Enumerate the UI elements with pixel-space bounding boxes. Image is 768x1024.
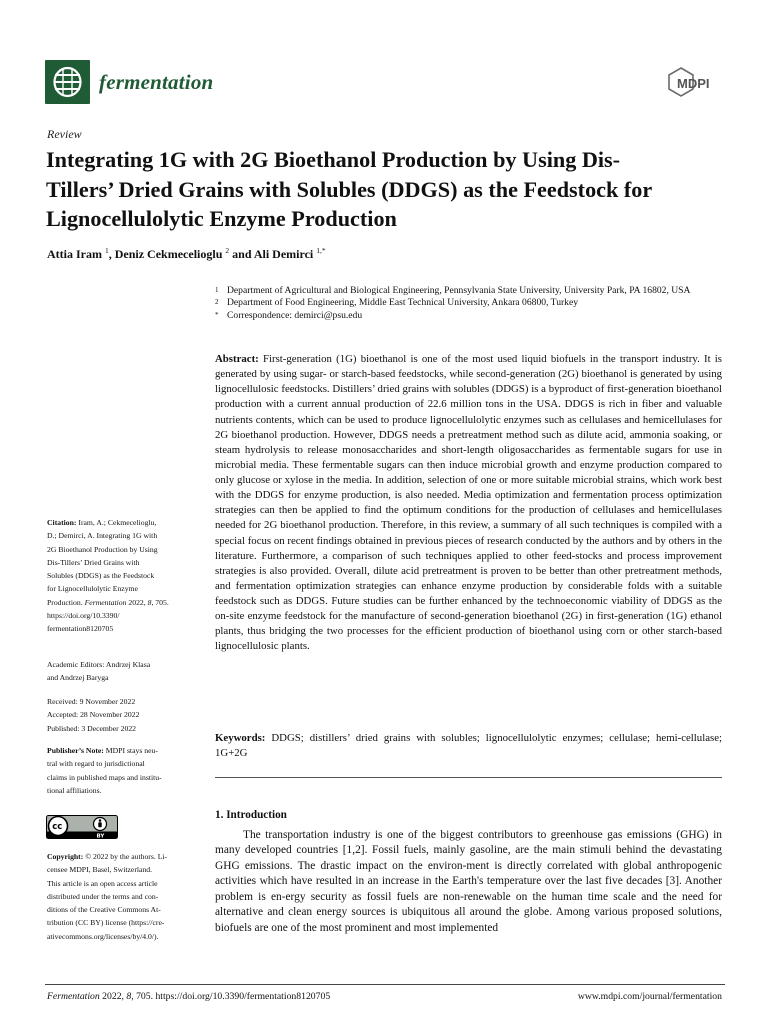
correspondence-text[interactable]: Correspondence: demirci@psu.edu	[227, 309, 363, 321]
author-name[interactable]: Ali Demirci	[253, 247, 314, 261]
citation-line: Production.	[47, 597, 83, 607]
author-affil-sup: 1,*	[316, 246, 326, 255]
publisher-note-line: tral with regard to jurisdictional	[47, 759, 145, 769]
academic-editors	[47, 658, 197, 685]
intro-paragraph: The transportation industry is one of the biggest contributors to greenhouse gas emissions (GHG) in many developed countries [1,2]. Fossil fuels, mainly gasoline, are the main stimuli behind the devastating GHG emissions. The drastic impact on the environ-ment is directly correlated with global anthropogenic activities which have resulted in an increase in the Earth's temperature over the last five decades [3]. Another problem is en-ergy security as fossil fuels are non-renewable on the human time scale and the need for alternative and clean energy sources is ubiquitous all around the globe. Among various proposed solutions, biofuels are one of the most prominent and most implemented	[215, 829, 722, 934]
publication-dates	[47, 695, 197, 735]
citation-year: 2022,	[128, 597, 148, 607]
section-divider	[215, 777, 722, 778]
citation-label: Citation:	[47, 518, 77, 527]
editors-line: Academic Editors: Andrzej Klasa	[47, 660, 151, 669]
published-date: Published: 3 December 2022	[47, 723, 137, 733]
citation-line: for Lignocellulolytic Enzyme	[47, 584, 138, 594]
article-type: Review	[47, 127, 82, 141]
accepted-date: Accepted: 28 November 2022	[47, 710, 140, 720]
citation-line: Dis-Tillers’ Dried Grains with	[47, 557, 140, 567]
affiliations	[215, 285, 735, 322]
footer-journal: Fermentation	[47, 991, 100, 1002]
author-name[interactable]: Attia Iram	[47, 247, 102, 261]
copyright-label: Copyright:	[47, 852, 84, 861]
journal-logo[interactable]	[45, 60, 90, 104]
journal-name[interactable]: fermentation	[99, 70, 214, 94]
author-name[interactable]: Deniz Cekmecelioglu	[114, 247, 223, 261]
copyright-line: This article is an open access article	[47, 878, 158, 888]
copyright-line[interactable]: ativecommons.org/licenses/by/4.0/).	[47, 931, 159, 941]
citation-journal: Fermentation	[84, 597, 127, 607]
footer-volume: 8	[126, 991, 132, 1002]
citation-line: Iram, A.; Cekmecelioglu,	[78, 518, 157, 527]
keywords-text: DDGS; distillers’ dried grains with solubles; lignocellulolytic enzymes; cellulase; hemi-cellulase; 1G+2G	[215, 732, 722, 759]
abstract	[215, 352, 722, 655]
received-date: Received: 9 November 2022	[47, 697, 136, 706]
section-heading: 1. Introduction	[215, 809, 287, 821]
footer-doi[interactable]: , 705. https://doi.org/10.3390/fermentation8120705	[131, 991, 331, 1002]
barrel-icon	[45, 60, 90, 104]
abstract-label: Abstract:	[215, 353, 259, 365]
affiliation-item	[215, 285, 735, 297]
affiliation-marker: 1	[215, 286, 219, 294]
editors-line: and Andrzej Baryga	[47, 673, 109, 683]
citation-block	[47, 516, 197, 635]
author-affil-sup: 1	[104, 246, 109, 255]
publisher-note-line: tional affiliations.	[47, 785, 102, 795]
affiliation-item	[215, 297, 735, 309]
publisher-note-line: MDPI stays neu-	[105, 746, 158, 755]
copyright-notice	[47, 850, 197, 943]
keywords	[215, 731, 722, 761]
citation-doi-link[interactable]: fermentation8120705	[47, 624, 114, 633]
copyright-line[interactable]: tribution (CC BY) license (https://cre-	[47, 918, 165, 928]
affiliation-text: Department of Food Engineering, Middle East Technical University, Ankara 06800, Turkey	[227, 297, 579, 309]
author-list: Attia Iram $^1$, Deniz Cekmecelioglu $^2$ and Ali Demirci $^{1,*}$	[47, 246, 326, 261]
mdpi-logo-text: MDPI	[677, 76, 710, 91]
citation-volume: 8	[147, 597, 152, 607]
footer-year: 2022,	[99, 991, 127, 1002]
author-affil-sup: 2	[225, 246, 230, 255]
affiliation-marker: 2	[215, 298, 219, 307]
keywords-label: Keywords:	[215, 732, 266, 744]
abstract-text: First-generation (1G) bioethanol is one of the most used liquid biofuels in the transport industry. It is generated by using sugar- or starch-based feedstocks, while second-generation (2G) bioethanol is generated by using lignocellulosic feedstocks. Distillers’ dried grains with solubles (DDGS) is a byproduct of first-generation bioethanol production with a current annual production of 22.6 million tons in the USA. DDGS is rich in fiber and valuable nutrients contents, which can be used to produce lignocellulolytic enzymes such as cellulases and hemicellulases for 2G bioethanol production. However, DDGS needs a pretreatment method such as dilute acid, ammonia soaking, or steam hydrolysis to release monosaccharides and short-length oligosaccharides as fermentable sugars for use in microbial media. These fermentable sugars can then induce microbial growth and enzyme production compared to only glucose or xylose in the media. In addition, selection of one or more suitable microbial strains, which work best with the DDGS for enzyme production, is also needed. Media optimization and fermentation process optimization strategies can then be applied to find the optimum conditions for the production of cellulases and hemicellulases needed for 2G bioethanol production. Therefore, in this review, a summary of all such techniques is compiled with a special focus on recent findings obtained in previous pieces of research conducted by the authors and by others in the literature. Furthermore, a comparison of such techniques applied to other feed-stocks and process improvement strategies is also provided. Overall, dilute acid pretreatment is proven to be better than other pretreatment methods, and fermentation optimization strategies can enhance enzyme production by considerable folds with a suitable feedstock such as DDGS. Future studies can be further enhanced by the technoeconomic viability of DDGS as the on-site enzyme feedstock for the manufacture of second-generation bioethanol (2G) in first-generation (1G) ethanol plants, thus bridging the two processes for the efficient production of bioethanol using corn or other starch-based lignocellulosic plants.	[215, 353, 722, 653]
citation-line: 2G Bioethanol Production by Using	[47, 544, 158, 554]
footer-journal-url[interactable]: www.mdpi.com/journal/fermentation	[577, 991, 722, 1002]
citation-line: Solubles (DDGS) as the Feedstock	[47, 571, 155, 580]
affiliation-text: Department of Agricultural and Biological Engineering, Pennsylvania State University, University Park, PA 16802, USA	[227, 285, 691, 296]
copyright-line: ditions of the Creative Commons At-	[47, 905, 161, 914]
citation-line: D.; Demirci, A. Integrating 1G with	[47, 531, 158, 541]
affiliation-marker: *	[215, 310, 219, 319]
mdpi-logo[interactable]	[667, 66, 725, 102]
footer-citation	[47, 991, 330, 1002]
by-label: BY	[96, 833, 105, 839]
cc-icon-text: cc	[52, 822, 63, 833]
correspondence	[215, 310, 735, 322]
cc-by-license-badge[interactable]	[46, 815, 118, 839]
journal-header	[45, 60, 725, 106]
publisher-note-label: Publisher’s Note:	[47, 746, 104, 755]
copyright-line: distributed under the terms and con-	[47, 891, 159, 901]
copyright-line: © 2022 by the authors. Li-	[85, 852, 168, 861]
publisher-note-line: claims in published maps and institu-	[47, 772, 162, 782]
citation-pages: , 705.	[151, 597, 169, 607]
copyright-line: censee MDPI, Basel, Switzerland.	[47, 865, 153, 875]
article-title: Integrating 1G with 2G Bioethanol Production by Using Dis-Tillers’ Dried Grains with Solubles (DDGS) as the Feedstock for Lignocellulolytic Enzyme Production	[46, 147, 652, 231]
publisher-note	[47, 744, 197, 797]
footer-divider	[45, 984, 725, 985]
citation-doi-link[interactable]: https://doi.org/10.3390/	[47, 610, 120, 620]
